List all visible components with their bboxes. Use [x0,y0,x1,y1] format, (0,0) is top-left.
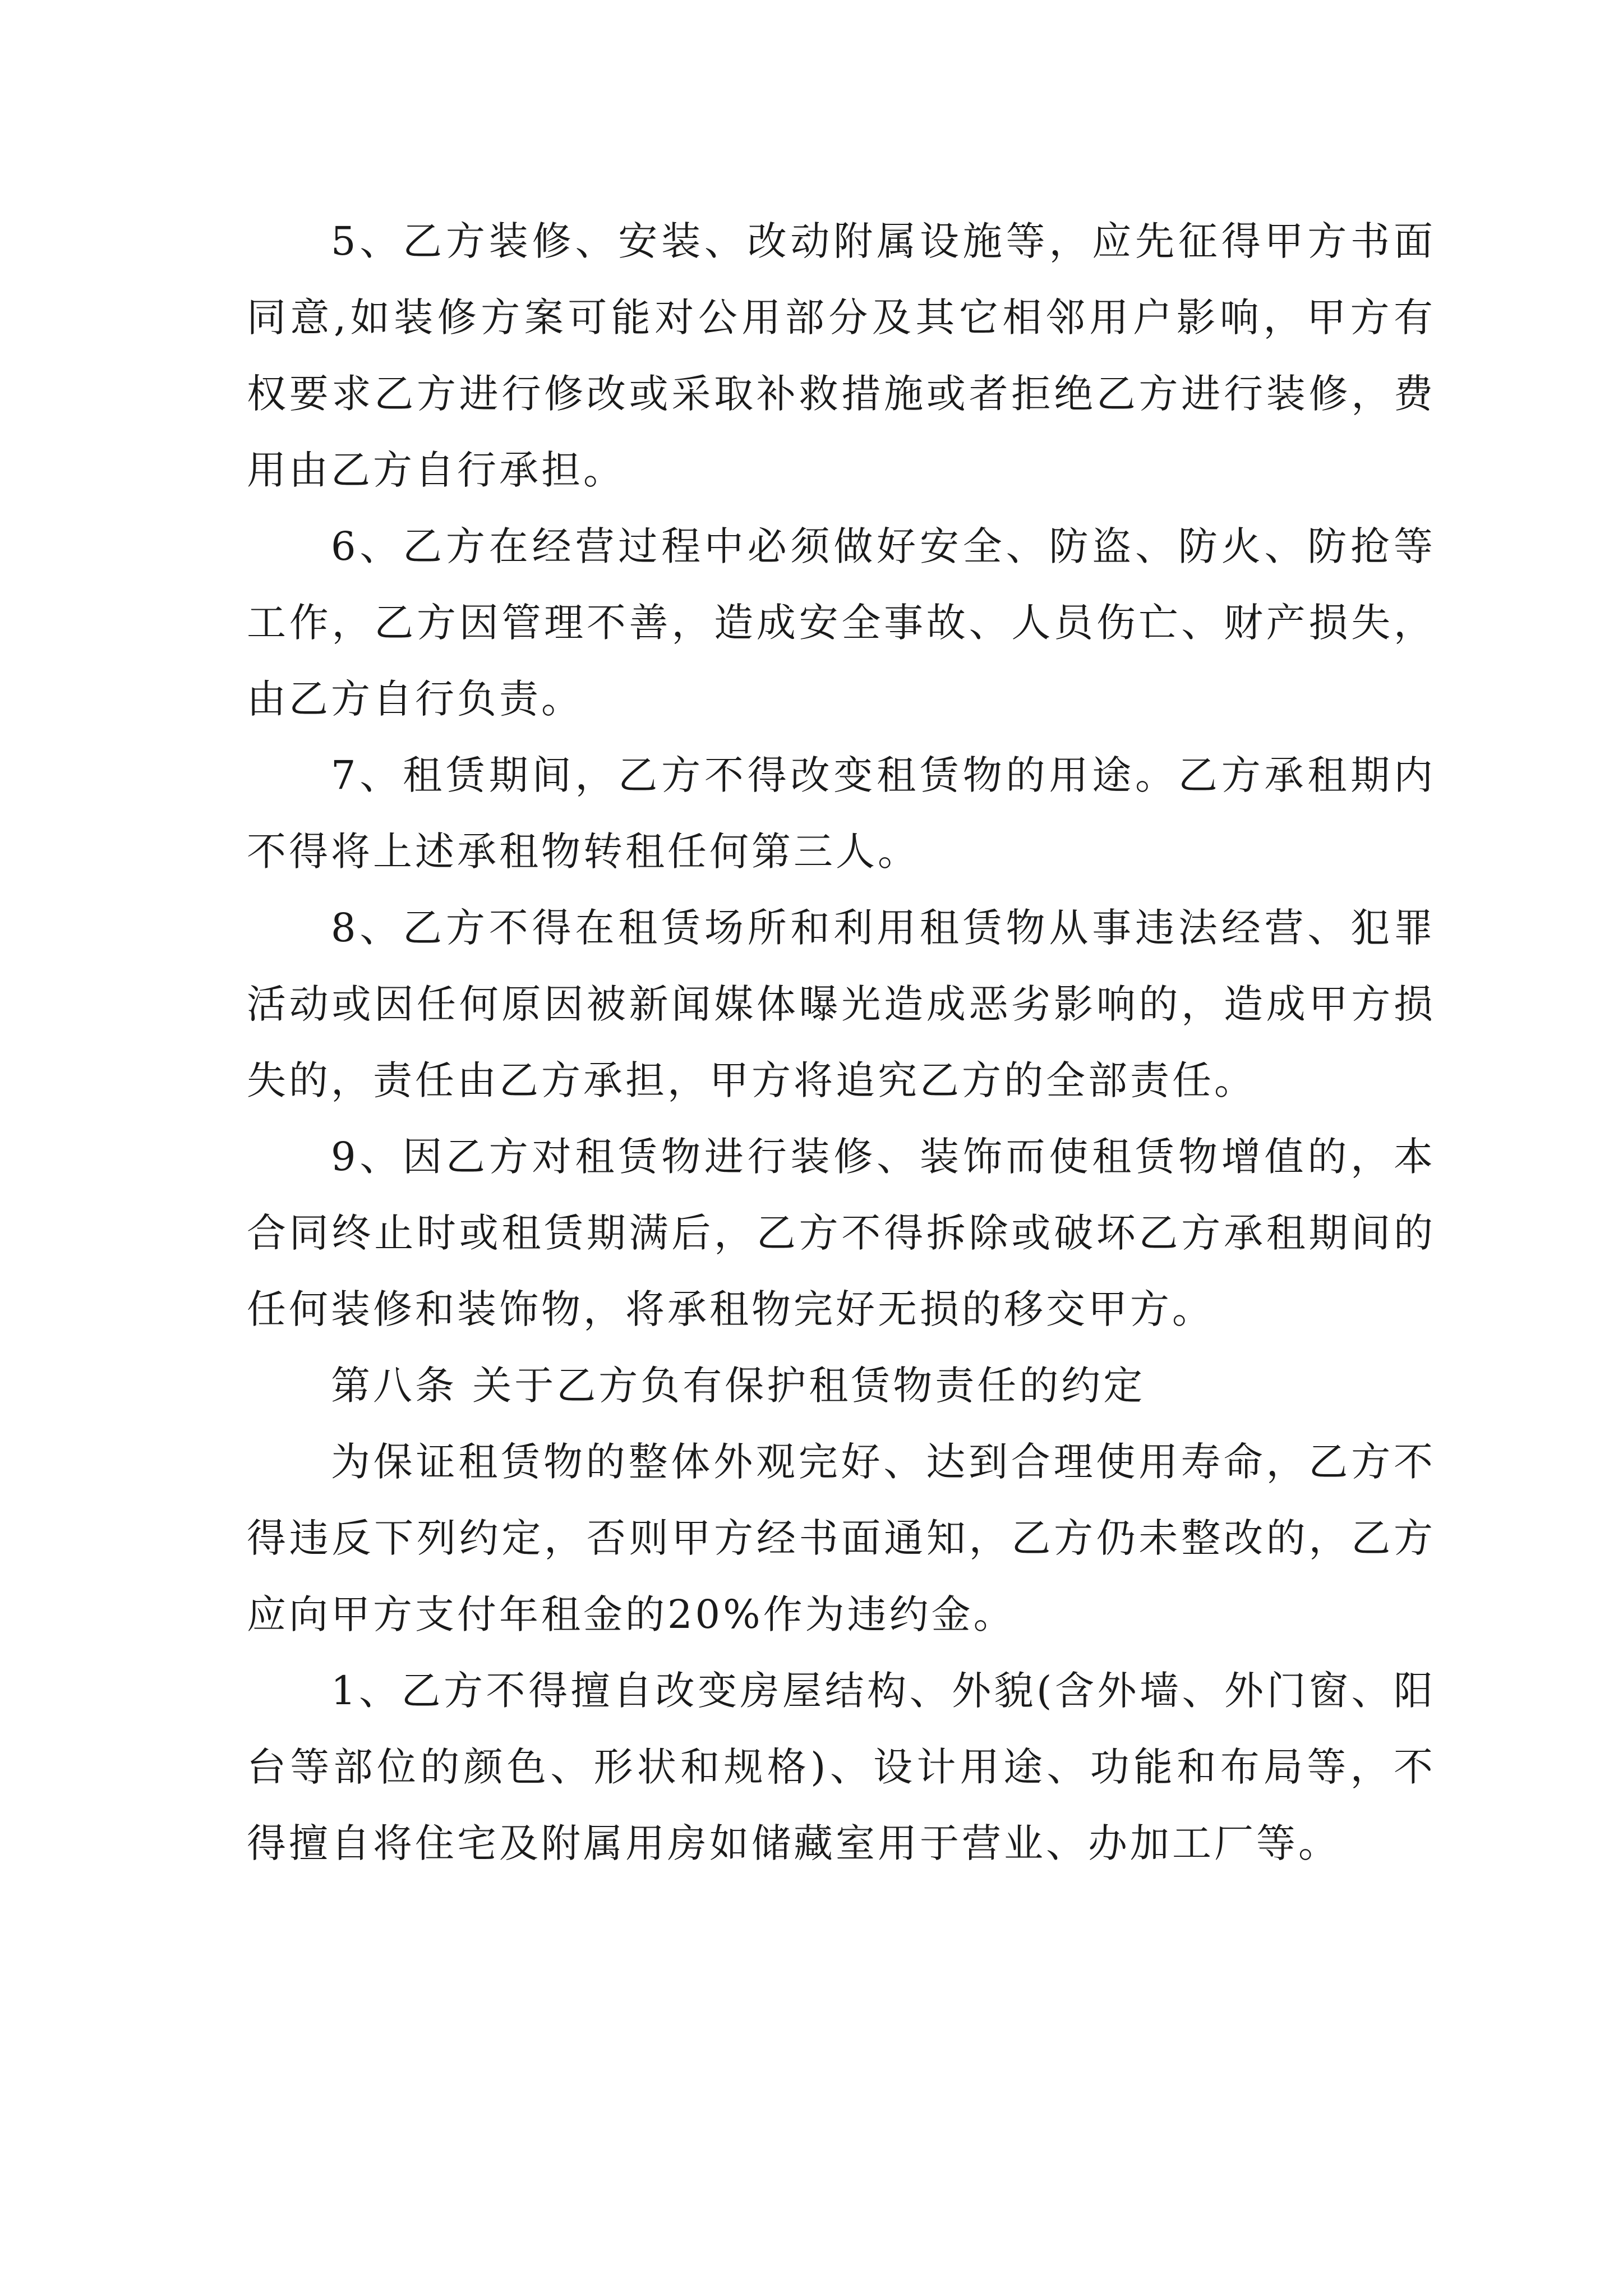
clause-9-paragraph: 9、因乙方对租赁物进行装修、装饰而使租赁物增值的，本合同终止时或租赁期满后，乙方不得拆除或破坏乙方承租期间的任何装修和装饰物，将承租物完好无损的移交甲方。 [247,1134,1436,1332]
article-8-heading: 第八条 关于乙方负有保护租赁物责任的约定 [331,1363,1146,1409]
article-8-clause-1-paragraph: 1、乙方不得擅自改变房屋结构、外貌(含外墙、外门窗、阳台等部位的颜色、形状和规格)、设计用途、功能和布局等，不得擅自将住宅及附属用房如储藏室用于营业、办加工厂等。 [247,1668,1436,1866]
clause-6-paragraph: 6、乙方在经营过程中必须做好安全、防盗、防火、防抢等工作，乙方因管理不善，造成安全事故、人员伤亡、财产损失，由乙方自行负责。 [247,523,1436,722]
clause-5-paragraph: 5、乙方装修、安装、改动附属设施等，应先征得甲方书面同意,如装修方案可能对公用部分及其它相邻用户影响，甲方有权要求乙方进行修改或采取补救措施或者拒绝乙方进行装修，费用由乙方自行承担。 [247,218,1436,493]
clause-8-paragraph: 8、乙方不得在租赁场所和利用租赁物从事违法经营、犯罪活动或因任何原因被新闻媒体曝光造成恶劣影响的，造成甲方损失的，责任由乙方承担，甲方将追究乙方的全部责任。 [247,905,1436,1103]
article-8-intro-paragraph: 为保证租赁物的整体外观完好、达到合理使用寿命，乙方不得违反下列约定，否则甲方经书面通知，乙方仍未整改的，乙方应向甲方支付年租金的20%作为违约金。 [247,1439,1436,1637]
document-body [247,203,1436,1881]
clause-7-paragraph: 7、租赁期间，乙方不得改变租赁物的用途。乙方承租期内不得将上述承租物转租任何第三人。 [247,752,1436,875]
